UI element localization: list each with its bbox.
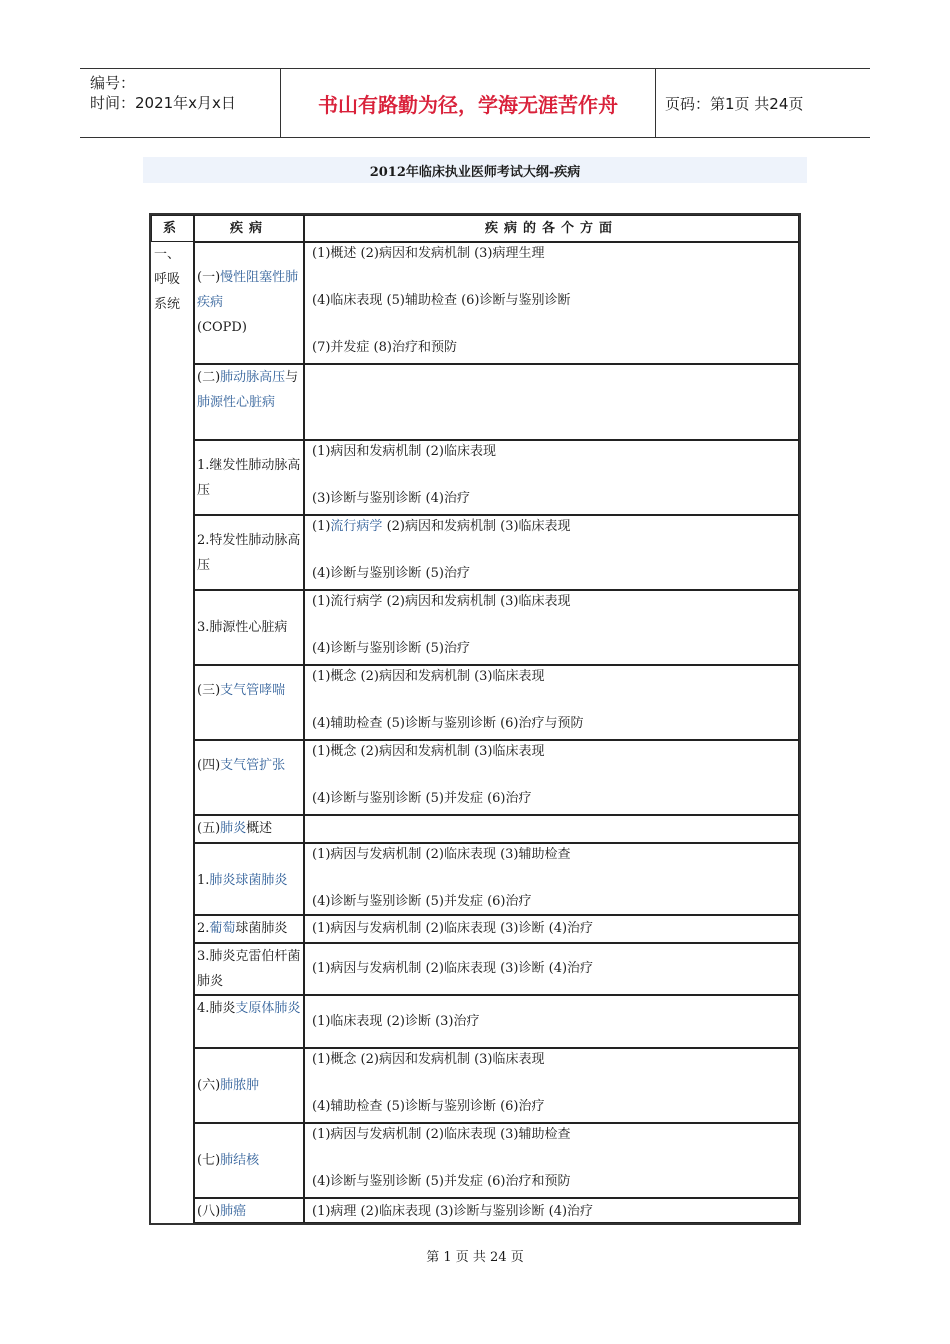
aspect-num: (1) [312,519,331,534]
disease-link[interactable]: 肺炎 [220,821,247,836]
table-row-disease [194,843,304,915]
disease-prefix: (四) [197,758,221,773]
aspect-line: (4)诊断与鉴别诊断 (5)治疗 [312,566,470,581]
disease-prefix: 1. [197,873,210,888]
header-meta [80,69,280,137]
table-row-disease [194,242,304,364]
disease-prefix: (五) [197,821,221,836]
aspect-line: (4)诊断与鉴别诊断 (5)并发症 (6)治疗和预防 [312,1174,571,1189]
col-header-aspects: 疾病的各个方面 [304,215,799,242]
disease-link[interactable]: 肺源性心脏病 [197,395,276,410]
aspect-line: (4)诊断与鉴别诊断 (5)并发症 (6)治疗 [312,894,532,909]
table-row-aspects [304,1198,799,1223]
aspect-line: (1)病因与发病机制 (2)临床表现 (3)辅助检查 [312,847,571,862]
system-line-1: 一、 [154,247,181,262]
system-line-2: 呼吸 [154,272,181,287]
table-row-disease [194,995,304,1048]
table-row-disease: 3.肺炎克雷伯杆菌肺炎 [194,943,304,995]
disease-prefix: (三) [197,683,221,698]
table-row-aspects [304,665,799,740]
disease-prefix: (六) [197,1078,221,1093]
table-row-disease [194,915,304,943]
col-header-disease: 疾病 [194,215,304,242]
table-row-disease [194,740,304,815]
page-header [80,68,870,138]
table-row-disease: 3.肺源性心脏病 [194,590,304,665]
number-label: 编号： [90,74,136,92]
aspect-line: (4)辅助检查 (5)诊断与鉴别诊断 (6)治疗 [312,1099,545,1114]
disease-prefix: 4.肺炎 [197,1001,236,1016]
aspect-line: (4)辅助检查 (5)诊断与鉴别诊断 (6)治疗与预防 [312,716,584,731]
aspect-line: (1)临床表现 (2)诊断 (3)治疗 [312,1014,480,1029]
disease-suffix: 球菌肺炎 [235,921,288,936]
aspect-line: (1)病因与发病机制 (2)临床表现 (3)诊断 (4)治疗 [312,921,594,936]
table-row-disease [194,815,304,843]
page-info: 页码：第1页 共24页 [665,94,804,113]
table-row-aspects [304,995,799,1048]
aspect-rest: (2)病因和发病机制 (3)临床表现 [382,519,571,534]
aspect-line: (7)并发症 (8)治疗和预防 [312,340,457,355]
disease-prefix: (七) [197,1153,221,1168]
col-header-system: 系 [151,215,194,242]
table-row-aspects [304,1048,799,1123]
disease-link[interactable]: 慢性阻塞性肺疾病 [197,270,299,310]
disease-link[interactable]: 葡萄 [209,921,236,936]
table-row-disease [194,1048,304,1123]
disease-prefix: (八) [197,1204,221,1219]
aspect-line: (1)概念 (2)病因和发病机制 (3)临床表现 [312,744,545,759]
aspect-line: (3)诊断与鉴别诊断 (4)治疗 [312,491,470,506]
aspect-line: (1)病因与发病机制 (2)临床表现 (3)辅助检查 [312,1127,571,1142]
table-row-aspects [304,1123,799,1198]
table-row-aspects [304,740,799,815]
table-row-aspects [304,440,799,515]
disease-link[interactable]: 肺脓肿 [220,1078,260,1093]
table-row-aspects [304,515,799,590]
table-row-aspects [304,915,799,943]
disease-abbr: (COPD) [197,320,247,335]
table-row-disease [194,364,304,440]
table-row-disease: 2.特发性肺动脉高压 [194,515,304,590]
page-footer: 第 1 页 共 24 页 [426,1250,524,1265]
table-row-disease [194,1123,304,1198]
aspect-line: (4)诊断与鉴别诊断 (5)治疗 [312,641,470,656]
table-row-aspects [304,242,799,364]
aspect-link[interactable]: 流行病学 [330,519,383,534]
table-row-aspects [304,943,799,995]
table-row-disease: 1.继发性肺动脉高压 [194,440,304,515]
disease-suffix: 概述 [246,821,273,836]
table-row-aspects [304,590,799,665]
system-cell [151,242,194,1223]
aspect-line: (1)概念 (2)病因和发病机制 (3)临床表现 [312,669,545,684]
aspect-line: (1)概述 (2)病因和发病机制 (3)病理生理 [312,246,545,261]
system-line-3: 系统 [154,297,181,312]
disease-link[interactable]: 肺动脉高压 [220,370,286,385]
aspect-line: (1)病理 (2)临床表现 (3)诊断与鉴别诊断 (4)治疗 [312,1204,594,1219]
disease-link[interactable]: 肺结核 [220,1153,260,1168]
disease-link[interactable]: 肺炎球菌肺炎 [209,873,288,888]
aspect-line: (1)概念 (2)病因和发病机制 (3)临床表现 [312,1052,545,1067]
table-row-disease [194,1198,304,1223]
table-row-aspects-empty [304,815,799,843]
aspect-line: (1)病因与发病机制 (2)临床表现 (3)诊断 (4)治疗 [312,961,594,976]
aspect-line: (1)病因和发病机制 (2)临床表现 [312,444,496,459]
disease-conj: 与 [285,370,299,385]
disease-prefix: (一) [197,270,221,285]
table-row-disease [194,665,304,740]
aspect-line [312,516,796,563]
time-line: 时间：2021年x月x日 [90,94,236,112]
disease-prefix: (二) [197,370,221,385]
disease-link[interactable]: 支气管哮喘 [220,683,286,698]
disease-prefix: 2. [197,921,210,936]
motto: 书山有路勤为径，学海无涯苦作舟 [280,69,656,137]
table-row-aspects-empty [304,364,799,440]
syllabus-table [149,213,801,1225]
aspect-line: (4)临床表现 (5)辅助检查 (6)诊断与鉴别诊断 [312,293,571,308]
document-title: 2012年临床执业医师考试大纲-疾病 [143,157,807,183]
disease-link[interactable]: 肺癌 [220,1204,247,1219]
aspect-line: (1)流行病学 (2)病因和发病机制 (3)临床表现 [312,594,571,609]
disease-link[interactable]: 支气管扩张 [220,758,286,773]
table-row-aspects [304,843,799,915]
aspect-line: (4)诊断与鉴别诊断 (5)并发症 (6)治疗 [312,791,532,806]
disease-link[interactable]: 支原体肺炎 [235,1001,301,1016]
